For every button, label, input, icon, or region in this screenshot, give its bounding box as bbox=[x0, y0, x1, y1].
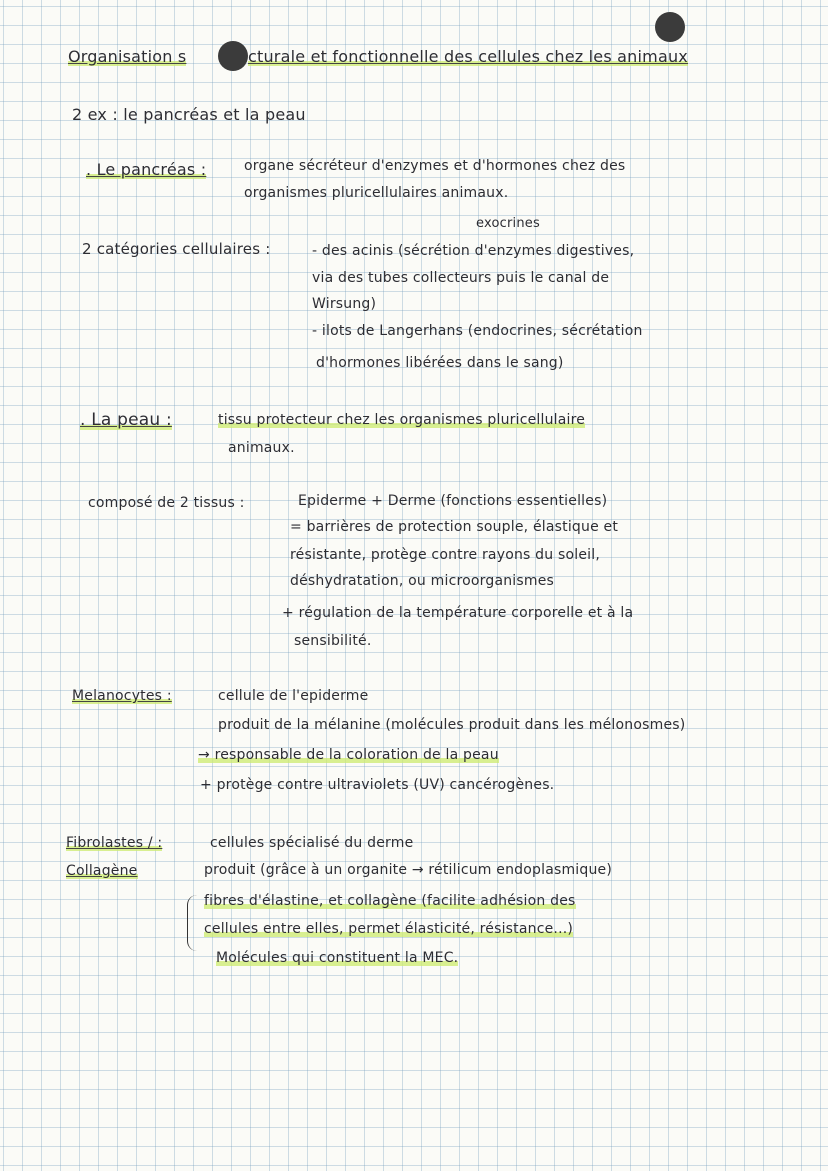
peau-def-line1: tissu protecteur chez les organismes pluricellulaire bbox=[218, 412, 586, 428]
pancreas-def-line1: organe sécréteur d'enzymes et d'hormones chez des bbox=[244, 158, 626, 174]
collagene-label: Collagène bbox=[66, 863, 138, 879]
pancreas-label: . Le pancréas : bbox=[86, 160, 207, 179]
bracket-mark bbox=[187, 895, 200, 951]
melanocytes-line4: + protège contre ultraviolets (UV) cancérogènes. bbox=[200, 777, 555, 793]
peau-label: . La peau : bbox=[80, 410, 172, 430]
fibroblastes-line5: Molécules qui constituent la MEC. bbox=[216, 950, 459, 966]
peau-def-line2: animaux. bbox=[228, 440, 295, 456]
exocrines-note: exocrines bbox=[476, 216, 540, 231]
compose-label: composé de 2 tissus : bbox=[88, 495, 245, 511]
fibroblastes-label: Fibrolastes / : bbox=[66, 835, 163, 851]
acinis-line2: via des tubes collecteurs puis le canal de bbox=[312, 270, 610, 286]
acinis-line3: Wirsung) bbox=[312, 296, 377, 312]
compose-line5: + régulation de la température corporelle et à la bbox=[282, 605, 634, 621]
title-part1: Organisation s bbox=[68, 47, 187, 66]
categories-label: 2 catégories cellulaires : bbox=[82, 240, 271, 258]
compose-line4: déshydratation, ou microorganismes bbox=[290, 573, 555, 589]
ilots-line1: - ilots de Langerhans (endocrines, sécrétation bbox=[312, 323, 643, 339]
melanocytes-line3: → responsable de la coloration de la peau bbox=[198, 747, 499, 763]
compose-line1: Epiderme + Derme (fonctions essentielles) bbox=[298, 493, 608, 509]
compose-line6: sensibilité. bbox=[294, 633, 372, 649]
acinis-line1: - des acinis (sécrétion d'enzymes digestives, bbox=[312, 243, 635, 259]
fibroblastes-line2: produit (grâce à un organite → rétilicum endoplasmique) bbox=[204, 862, 613, 878]
title-part2: cturale et fonctionnelle des cellules chez les animaux bbox=[248, 47, 688, 66]
melanocytes-line1: cellule de l'epiderme bbox=[218, 688, 369, 704]
punch-hole bbox=[218, 41, 248, 71]
melanocytes-line2: produit de la mélanine (molécules produit dans les mélonosmes) bbox=[218, 717, 686, 733]
melanocytes-label: Melanocytes : bbox=[72, 688, 172, 704]
fibroblastes-line4: cellules entre elles, permet élasticité, résistance...) bbox=[204, 921, 574, 937]
pancreas-def-line2: organismes pluricellulaires animaux. bbox=[244, 185, 509, 201]
ilots-line2: d'hormones libérées dans le sang) bbox=[316, 355, 564, 371]
subtitle: 2 ex : le pancréas et la peau bbox=[72, 105, 306, 124]
compose-line2: = barrières de protection souple, élastique et bbox=[290, 519, 619, 535]
fibroblastes-line3: fibres d'élastine, et collagène (facilite adhésion des bbox=[204, 893, 576, 909]
punch-hole bbox=[655, 12, 685, 42]
compose-line3: résistante, protège contre rayons du soleil, bbox=[290, 547, 600, 563]
fibroblastes-line1: cellules spécialisé du derme bbox=[210, 835, 414, 851]
